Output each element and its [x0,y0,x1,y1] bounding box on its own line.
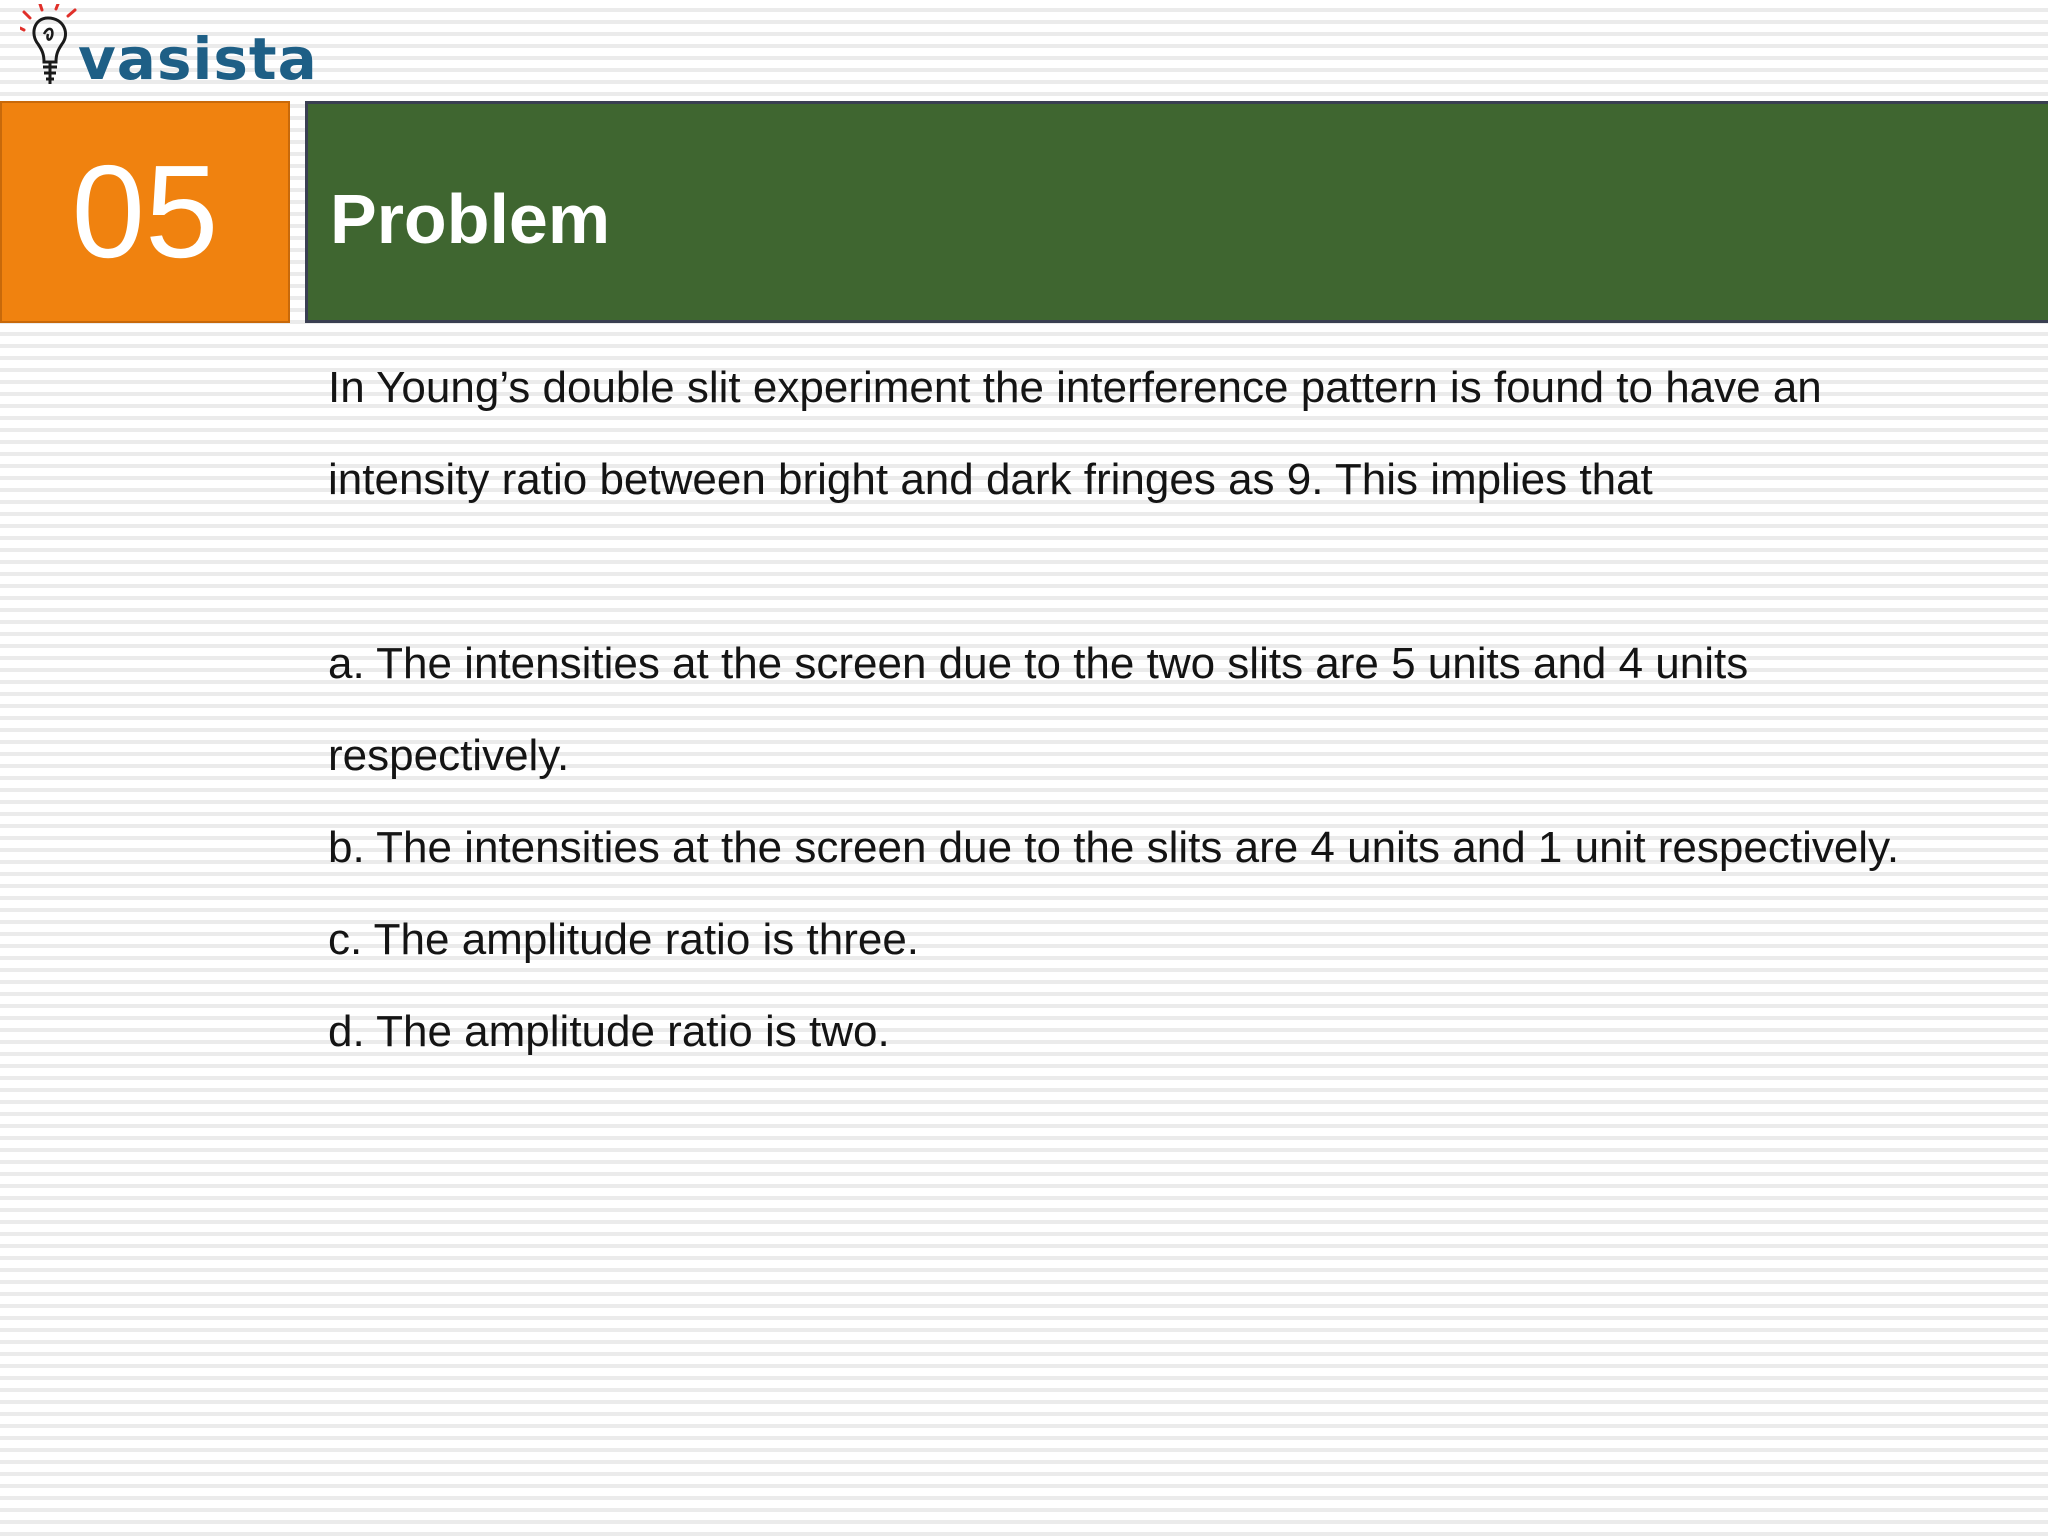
problem-content [328,342,2028,1078]
slide-number: 05 [71,138,219,285]
slide-number-box [0,101,290,323]
option-a-line-1: a. The intensities at the screen due to the two slits are 5 units and 4 units [328,639,1749,688]
option-b: b. The intensities at the screen due to the slits are 4 units and 1 unit respectively. [328,823,1900,872]
spacer [328,526,2028,618]
option-c: c. The amplitude ratio is three. [328,915,920,964]
question-line-2: intensity ratio between bright and dark fringes as 9. This implies that [328,455,1653,504]
logo-text: vasista [78,25,318,93]
option-a-line-2: respectively. [328,731,570,780]
title-bar [305,101,2048,323]
question-line-1: In Young’s double slit experiment the interference pattern is found to have an [328,363,1822,412]
slide-title: Problem [330,180,611,258]
logo [20,4,318,96]
option-d: d. The amplitude ratio is two. [328,1007,890,1056]
